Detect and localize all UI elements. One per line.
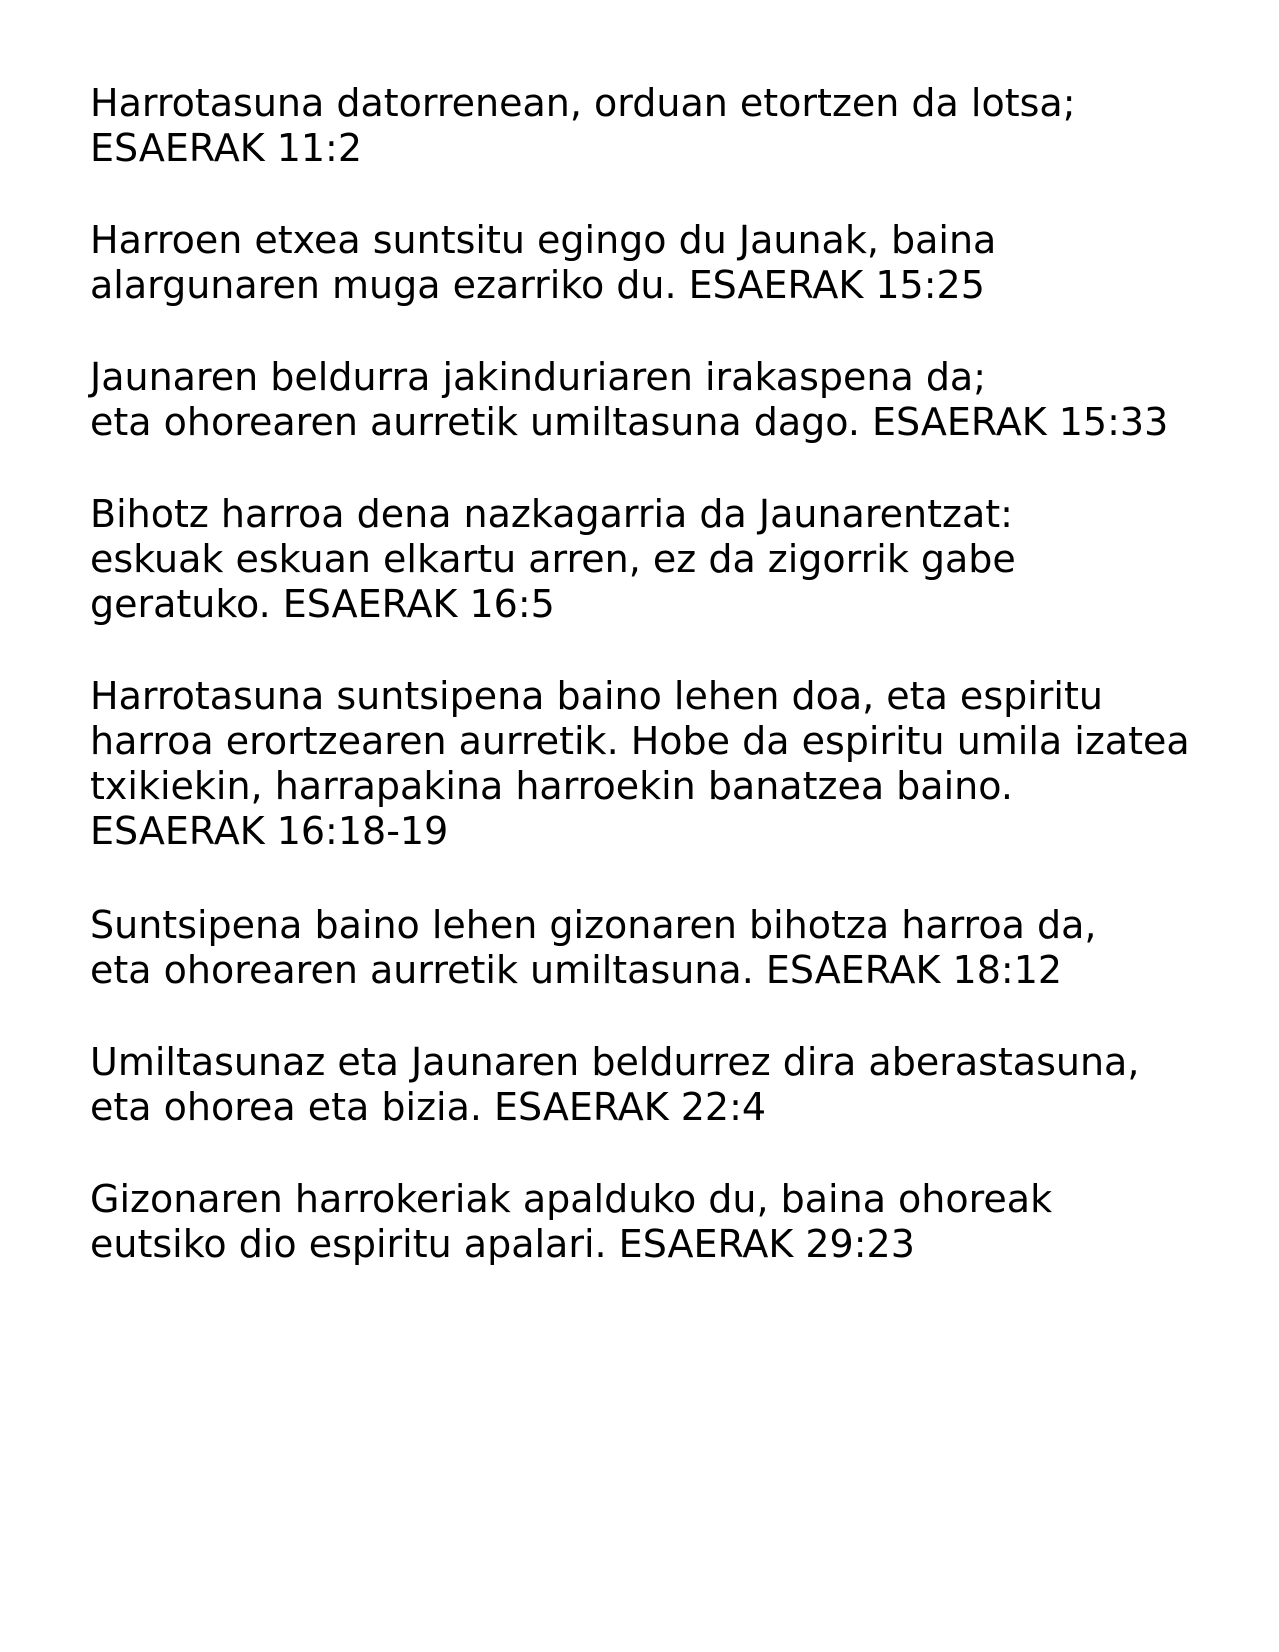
verse-line: Bihotz harroa dena nazkagarria da Jaunarentzat: xyxy=(90,492,1013,536)
verse-paragraph xyxy=(90,218,996,308)
verse-line: eutsiko dio espiritu apalari. ESAERAK 29:23 xyxy=(90,1222,915,1266)
verse-line: Harrotasuna suntsipena baino lehen doa, eta espiritu xyxy=(90,674,1103,718)
verse-paragraph xyxy=(90,81,1076,171)
verse-line: eta ohorearen aurretik umiltasuna dago. ESAERAK 15:33 xyxy=(90,400,1169,444)
verse-line: eskuak eskuan elkartu arren, ez da zigorrik gabe xyxy=(90,537,1016,581)
verse-line: geratuko. ESAERAK 16:5 xyxy=(90,582,555,626)
verse-paragraph xyxy=(90,1177,1052,1267)
verse-line: Harroen etxea suntsitu egingo du Jaunak, baina xyxy=(90,218,997,262)
verse-paragraph xyxy=(90,903,1096,993)
verse-line: Gizonaren harrokeriak apalduko du, baina ohoreak xyxy=(90,1177,1053,1221)
verse-line: ESAERAK 11:2 xyxy=(90,126,363,170)
verse-line: txikiekin, harrapakina harroekin banatzea baino. xyxy=(90,764,1013,808)
verse-line: eta ohorearen aurretik umiltasuna. ESAERAK 18:12 xyxy=(90,948,1063,992)
verse-line: Umiltasunaz eta Jaunaren beldurrez dira aberastasuna, xyxy=(90,1040,1140,1084)
verse-line: Harrotasuna datorrenean, orduan etortzen da lotsa; xyxy=(90,81,1076,125)
verse-paragraph xyxy=(90,1040,1139,1130)
verse-line: Jaunaren beldurra jakinduriaren irakaspena da; xyxy=(90,355,987,399)
verse-line: ESAERAK 16:18-19 xyxy=(90,809,449,853)
verse-line: alargunaren muga ezarriko du. ESAERAK 15:25 xyxy=(90,263,985,307)
verse-paragraph xyxy=(90,355,1168,445)
verse-line: eta ohorea eta bizia. ESAERAK 22:4 xyxy=(90,1085,767,1129)
verse-line: Suntsipena baino lehen gizonaren bihotza harroa da, xyxy=(90,903,1097,947)
verse-line: harroa erortzearen aurretik. Hobe da espiritu umila izatea xyxy=(90,719,1190,763)
verse-paragraph xyxy=(90,492,1016,627)
verse-paragraph xyxy=(90,674,1190,854)
